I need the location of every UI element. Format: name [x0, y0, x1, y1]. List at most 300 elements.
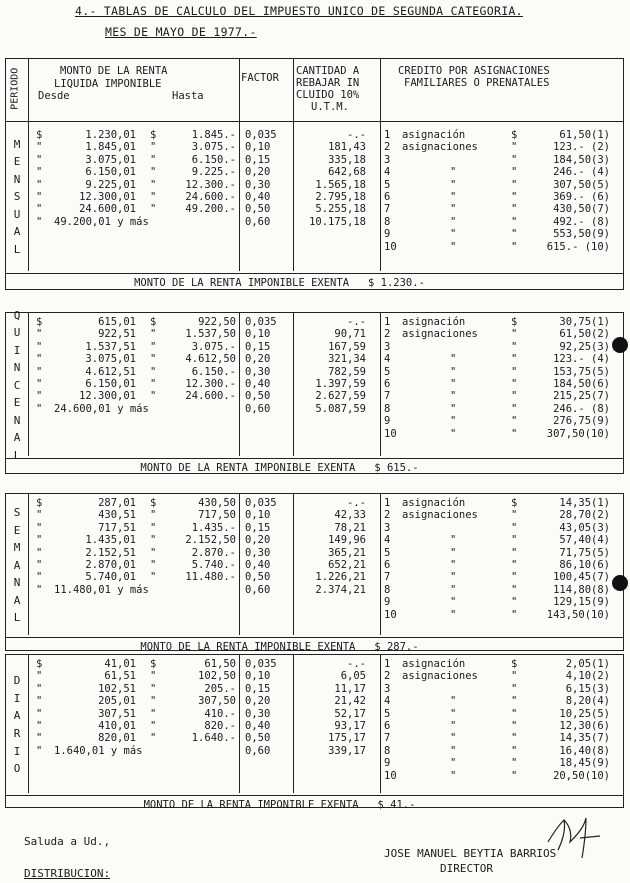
cell-hasta: 61,50 — [204, 658, 236, 670]
cell-desde: 49.200,01 y más — [54, 215, 149, 228]
cell-hasta: 24.600.- — [185, 390, 236, 403]
header-monto-line1: MONTO DE LA RENTA — [60, 65, 168, 77]
cell-factor: 0,50 — [245, 732, 271, 745]
binder-hole — [612, 337, 628, 353]
cell-desde: 24.600,01 — [79, 203, 136, 216]
exenta-amount: MONTO DE LA RENTA IMPONIBLE EXENTA $ 41.- — [143, 799, 416, 811]
cell-desde-symbol: " — [36, 571, 43, 584]
cell-desde: 2.870,01 — [85, 559, 136, 571]
cell-cantidad: 335,18 — [328, 153, 366, 166]
cell-factor: 0,40 — [245, 720, 271, 732]
cell-credito: 57,40(4) — [559, 534, 610, 547]
cell-asignacion-num: 7 — [384, 203, 391, 216]
cell-asignacion-ditto: " — [450, 732, 457, 745]
cell-hasta: 922,50 — [198, 316, 236, 328]
cell-credito-symbol: " — [511, 402, 518, 415]
cell-factor: 0,30 — [245, 365, 271, 378]
cell-desde: 615,01 — [98, 316, 136, 328]
cell-desde-symbol: $ — [36, 497, 43, 509]
cell-hasta-symbol: " — [150, 707, 157, 720]
cell-factor: 0,60 — [245, 215, 271, 228]
cell-desde-symbol: " — [36, 682, 43, 695]
cell-asignacion-ditto: " — [450, 707, 457, 720]
cell-cantidad: 21,42 — [334, 695, 366, 708]
cell-desde-symbol: " — [36, 203, 43, 216]
cell-asignacion-label: asignación — [402, 129, 466, 141]
cell-factor: 0,035 — [245, 129, 277, 141]
cell-cantidad: -.- — [347, 129, 366, 141]
column-divider — [239, 494, 240, 635]
cell-asignacion-ditto: " — [450, 757, 457, 770]
cell-asignacion-num: 2 — [384, 141, 391, 154]
cell-factor: 0,15 — [245, 682, 271, 695]
cell-asignacion-ditto: " — [450, 353, 457, 366]
cell-factor: 0,15 — [245, 521, 271, 534]
cell-cantidad: 11,17 — [334, 682, 366, 695]
cell-asignacion-num: 3 — [384, 340, 391, 353]
cell-credito-symbol: " — [511, 228, 518, 241]
distribution-label: DISTRIBUCION: — [24, 867, 111, 880]
cell-asignacion-ditto: " — [450, 534, 457, 547]
document-subtitle: MES DE MAYO DE 1977.- — [105, 25, 257, 39]
cell-desde-symbol: " — [36, 166, 43, 179]
cell-asignacion-label: asignaciones — [402, 328, 478, 341]
column-divider — [380, 494, 381, 635]
cell-credito: 307,50(10) — [546, 427, 610, 440]
document-title: 4.- TABLAS DE CALCULO DEL IMPUESTO UNICO DE SEGUNDA CATEGORIA. — [75, 4, 523, 18]
cell-asignacion-num: 8 — [384, 402, 391, 415]
cell-desde: 307,51 — [98, 707, 136, 720]
cell-factor: 0,40 — [245, 191, 271, 203]
cell-credito-symbol: " — [511, 682, 518, 695]
cell-credito: 215,25(7) — [553, 390, 610, 403]
cell-desde-symbol: " — [36, 215, 43, 228]
cell-desde: 922,51 — [98, 328, 136, 341]
cell-hasta-symbol: " — [150, 353, 157, 366]
cell-credito: 123.- (4) — [553, 353, 610, 366]
cell-asignacion-label: asignaciones — [402, 509, 478, 522]
cell-desde-symbol: " — [36, 340, 43, 353]
binder-hole — [612, 575, 628, 591]
cell-factor: 0,10 — [245, 328, 271, 341]
cell-hasta: 717,50 — [198, 509, 236, 522]
cell-factor: 0,40 — [245, 378, 271, 390]
cell-asignacion-ditto: " — [450, 769, 457, 782]
cell-desde: 12.300,01 — [79, 191, 136, 203]
cell-factor: 0,40 — [245, 559, 271, 571]
cell-credito-symbol: $ — [511, 129, 518, 141]
cell-credito-symbol: " — [511, 596, 518, 609]
cell-credito: 492.- (8) — [553, 215, 610, 228]
cell-desde-symbol: " — [36, 153, 43, 166]
header-monto-line2: LIQUIDA IMPONIBLE — [54, 78, 162, 90]
cell-cantidad: 365,21 — [328, 546, 366, 559]
column-divider — [28, 655, 29, 793]
cell-asignacion-ditto: " — [450, 203, 457, 216]
cell-credito-symbol: " — [511, 215, 518, 228]
cell-desde: 1.435,01 — [85, 534, 136, 547]
cell-asignacion-num: 8 — [384, 583, 391, 596]
cell-credito-symbol: " — [511, 509, 518, 522]
cell-credito-symbol: " — [511, 670, 518, 683]
cell-asignacion-num: 4 — [384, 695, 391, 708]
cell-cantidad: 1.226,21 — [315, 571, 366, 584]
table-section-semanal — [5, 493, 624, 651]
cell-desde-symbol: " — [36, 732, 43, 745]
exenta-divider — [6, 273, 623, 274]
cell-credito-symbol: " — [511, 720, 518, 732]
cell-credito: 184,50(3) — [553, 153, 610, 166]
cell-factor: 0,10 — [245, 670, 271, 683]
cell-hasta-symbol: " — [150, 695, 157, 708]
cell-cantidad: 339,17 — [328, 744, 366, 757]
cell-credito: 20,50(10) — [553, 769, 610, 782]
column-divider — [28, 313, 29, 456]
cell-hasta: 430,50 — [198, 497, 236, 509]
cell-desde: 430,51 — [98, 509, 136, 522]
cell-asignacion-num: 9 — [384, 228, 391, 241]
cell-asignacion-ditto: " — [450, 608, 457, 621]
cell-factor: 0,50 — [245, 390, 271, 403]
cell-desde: 1.640,01 y más — [54, 744, 143, 757]
cell-desde: 6.150,01 — [85, 378, 136, 390]
cell-hasta: 1.845.- — [191, 129, 236, 141]
cell-asignacion-num: 10 — [384, 427, 397, 440]
cell-credito: 307,50(5) — [553, 178, 610, 191]
cell-credito: 114,80(8) — [553, 583, 610, 596]
cell-asignacion-num: 7 — [384, 390, 391, 403]
cell-hasta: 3.075.- — [191, 340, 236, 353]
cell-cantidad: 181,43 — [328, 141, 366, 154]
cell-hasta: 307,50 — [198, 695, 236, 708]
cell-hasta-symbol: " — [150, 571, 157, 584]
cell-desde: 3.075,01 — [85, 153, 136, 166]
cell-factor: 0,60 — [245, 583, 271, 596]
cell-cantidad: 78,21 — [334, 521, 366, 534]
cell-asignacion-num: 1 — [384, 497, 391, 509]
cell-hasta-symbol: " — [150, 378, 157, 390]
cell-asignacion-ditto: " — [450, 427, 457, 440]
cell-hasta-symbol: " — [150, 720, 157, 732]
cell-asignacion-num: 2 — [384, 509, 391, 522]
cell-asignacion-num: 6 — [384, 720, 391, 732]
cell-credito-symbol: " — [511, 608, 518, 621]
cell-factor: 0,035 — [245, 658, 277, 670]
cell-hasta: 49.200.- — [185, 203, 236, 216]
cell-credito: 246.- (4) — [553, 166, 610, 179]
cell-factor: 0,035 — [245, 316, 277, 328]
cell-credito: 18,45(9) — [559, 757, 610, 770]
cell-hasta-symbol: " — [150, 559, 157, 571]
cell-desde: 61,51 — [104, 670, 136, 683]
cell-desde-symbol: " — [36, 534, 43, 547]
exenta-divider — [6, 458, 623, 459]
cell-credito: 4,10(2) — [565, 670, 610, 683]
cell-factor: 0,20 — [245, 534, 271, 547]
cell-asignacion-num: 5 — [384, 707, 391, 720]
cell-hasta-symbol: $ — [150, 658, 157, 670]
cell-desde: 6.150,01 — [85, 166, 136, 179]
cell-cantidad: 149,96 — [328, 534, 366, 547]
cell-credito: 369.- (6) — [553, 191, 610, 203]
cell-factor: 0,035 — [245, 497, 277, 509]
cell-credito: 2,05(1) — [565, 658, 610, 670]
cell-credito: 6,15(3) — [565, 682, 610, 695]
cell-asignacion-num: 10 — [384, 240, 397, 253]
cell-credito: 16,40(8) — [559, 744, 610, 757]
cell-asignacion-num: 3 — [384, 682, 391, 695]
cell-hasta: 102,50 — [198, 670, 236, 683]
cell-credito-symbol: " — [511, 695, 518, 708]
cell-desde: 11.480,01 y más — [54, 583, 149, 596]
cell-credito: 123.- (2) — [553, 141, 610, 154]
cell-asignacion-num: 1 — [384, 316, 391, 328]
cell-desde-symbol: " — [36, 141, 43, 154]
cell-factor: 0,30 — [245, 178, 271, 191]
cell-hasta: 12.300.- — [185, 378, 236, 390]
cell-factor: 0,30 — [245, 707, 271, 720]
cell-hasta-symbol: $ — [150, 129, 157, 141]
cell-hasta: 1.640.- — [191, 732, 236, 745]
column-divider — [380, 313, 381, 456]
cell-asignacion-label: asignaciones — [402, 670, 478, 683]
table-section-diario — [5, 654, 624, 811]
cell-hasta: 820.- — [204, 720, 236, 732]
cell-cantidad: 5.255,18 — [315, 203, 366, 216]
exenta-amount: MONTO DE LA RENTA IMPONIBLE EXENTA $ 287.- — [140, 641, 419, 653]
cell-factor: 0,50 — [245, 571, 271, 584]
cell-hasta: 205.- — [204, 682, 236, 695]
cell-hasta: 410.- — [204, 707, 236, 720]
cell-desde: 12.300,01 — [79, 390, 136, 403]
cell-hasta-symbol: $ — [150, 316, 157, 328]
cell-asignacion-num: 8 — [384, 744, 391, 757]
cell-credito: 184,50(6) — [553, 378, 610, 390]
cell-credito: 129,15(9) — [553, 596, 610, 609]
cell-hasta-symbol: " — [150, 365, 157, 378]
column-divider — [28, 494, 29, 635]
cell-credito-symbol: $ — [511, 497, 518, 509]
cell-hasta: 6.150.- — [191, 365, 236, 378]
cell-factor: 0,30 — [245, 546, 271, 559]
cell-credito: 276,75(9) — [553, 415, 610, 428]
cell-desde-symbol: " — [36, 707, 43, 720]
cell-credito: 14,35(7) — [559, 732, 610, 745]
cell-hasta-symbol: " — [150, 340, 157, 353]
cell-factor: 0,15 — [245, 153, 271, 166]
cell-cantidad: 321,34 — [328, 353, 366, 366]
cell-asignacion-ditto: " — [450, 596, 457, 609]
period-label: M E N S U A L — [13, 137, 21, 256]
cell-hasta-symbol: " — [150, 328, 157, 341]
cell-credito: 246.- (8) — [553, 402, 610, 415]
cell-asignacion-label: asignación — [402, 316, 466, 328]
cell-hasta: 6.150.- — [191, 153, 236, 166]
cell-credito-symbol: " — [511, 203, 518, 216]
cell-hasta: 4.612,50 — [185, 353, 236, 366]
cell-desde-symbol: " — [36, 328, 43, 341]
header-periodo: PERIODO — [9, 67, 21, 110]
column-divider — [380, 655, 381, 793]
cell-cantidad: -.- — [347, 497, 366, 509]
cell-credito-symbol: " — [511, 583, 518, 596]
cell-hasta: 12.300.- — [185, 178, 236, 191]
header-desde: Desde — [38, 90, 70, 102]
cell-asignacion-ditto: " — [450, 191, 457, 203]
cell-credito-symbol: " — [511, 757, 518, 770]
cell-asignacion-num: 2 — [384, 670, 391, 683]
cell-credito-symbol: " — [511, 415, 518, 428]
cell-factor: 0,20 — [245, 353, 271, 366]
cell-cantidad: 175,17 — [328, 732, 366, 745]
cell-asignacion-ditto: " — [450, 559, 457, 571]
cell-cantidad: 2.627,59 — [315, 390, 366, 403]
cell-asignacion-ditto: " — [450, 695, 457, 708]
cell-hasta: 11.480.- — [185, 571, 236, 584]
cell-credito-symbol: " — [511, 328, 518, 341]
cell-desde: 1.845,01 — [85, 141, 136, 154]
cell-asignacion-num: 3 — [384, 153, 391, 166]
exenta-amount: MONTO DE LA RENTA IMPONIBLE EXENTA $ 1.230.- — [134, 277, 425, 289]
cell-credito-symbol: $ — [511, 658, 518, 670]
table-section-mensual — [5, 58, 624, 290]
cell-desde: 24.600,01 y más — [54, 402, 149, 415]
cell-asignacion-ditto: " — [450, 365, 457, 378]
cell-cantidad: 52,17 — [334, 707, 366, 720]
cell-hasta-symbol: " — [150, 178, 157, 191]
cell-credito: 12,30(6) — [559, 720, 610, 732]
cell-desde-symbol: " — [36, 546, 43, 559]
cell-credito-symbol: " — [511, 732, 518, 745]
cell-credito: 92,25(3) — [559, 340, 610, 353]
cell-asignacion-ditto: " — [450, 402, 457, 415]
cell-credito-symbol: " — [511, 178, 518, 191]
column-divider — [239, 313, 240, 456]
cell-hasta-symbol: " — [150, 521, 157, 534]
cell-desde: 717,51 — [98, 521, 136, 534]
cell-credito-symbol: " — [511, 166, 518, 179]
header-cantidad-line2: REBAJAR IN — [296, 77, 360, 89]
cell-credito-symbol: " — [511, 353, 518, 366]
exenta-divider — [6, 637, 623, 638]
cell-desde-symbol: " — [36, 378, 43, 390]
cell-asignacion-ditto: " — [450, 415, 457, 428]
cell-credito: 143,50(10) — [546, 608, 610, 621]
cell-desde: 820,01 — [98, 732, 136, 745]
cell-desde: 102,51 — [98, 682, 136, 695]
cell-credito: 28,70(2) — [559, 509, 610, 522]
cell-cantidad: -.- — [347, 658, 366, 670]
cell-asignacion-num: 4 — [384, 353, 391, 366]
cell-cantidad: 90,71 — [334, 328, 366, 341]
handwritten-signature — [540, 812, 610, 862]
cell-hasta: 1.435.- — [191, 521, 236, 534]
cell-desde-symbol: " — [36, 402, 43, 415]
cell-credito-symbol: " — [511, 153, 518, 166]
cell-factor: 0,60 — [245, 744, 271, 757]
period-label: S E M A N A L — [13, 506, 21, 625]
header-cantidad-line3: CLUIDO 10% — [296, 89, 360, 101]
cell-hasta-symbol: " — [150, 670, 157, 683]
cell-hasta-symbol: " — [150, 153, 157, 166]
cell-cantidad: 6,05 — [340, 670, 366, 683]
cell-desde-symbol: " — [36, 720, 43, 732]
cell-asignacion-num: 1 — [384, 129, 391, 141]
cell-hasta-symbol: " — [150, 203, 157, 216]
cell-cantidad: 5.087,59 — [315, 402, 366, 415]
cell-asignacion-num: 1 — [384, 658, 391, 670]
cell-asignacion-num: 6 — [384, 191, 391, 203]
cell-asignacion-num: 4 — [384, 166, 391, 179]
cell-desde: 41,01 — [104, 658, 136, 670]
cell-cantidad: 652,21 — [328, 559, 366, 571]
cell-hasta-symbol: " — [150, 546, 157, 559]
exenta-divider — [6, 795, 623, 796]
cell-credito-symbol: $ — [511, 316, 518, 328]
cell-credito: 430,50(7) — [553, 203, 610, 216]
cell-hasta-symbol: " — [150, 191, 157, 203]
cell-desde-symbol: " — [36, 521, 43, 534]
cell-desde-symbol: " — [36, 559, 43, 571]
cell-asignacion-num: 9 — [384, 415, 391, 428]
cell-hasta: 2.870.- — [191, 546, 236, 559]
cell-desde: 410,01 — [98, 720, 136, 732]
cell-factor: 0,20 — [245, 695, 271, 708]
cell-asignacion-label: asignación — [402, 497, 466, 509]
cell-credito: 86,10(6) — [559, 559, 610, 571]
cell-credito-symbol: " — [511, 340, 518, 353]
cell-asignacion-num: 9 — [384, 757, 391, 770]
cell-factor: 0,10 — [245, 141, 271, 154]
cell-asignacion-num: 2 — [384, 328, 391, 341]
cell-cantidad: 2.795,18 — [315, 191, 366, 203]
cell-asignacion-num: 6 — [384, 378, 391, 390]
cell-credito-symbol: " — [511, 240, 518, 253]
cell-asignacion-num: 5 — [384, 546, 391, 559]
cell-desde: 3.075,01 — [85, 353, 136, 366]
cell-credito: 8,20(4) — [565, 695, 610, 708]
cell-desde: 9.225,01 — [85, 178, 136, 191]
cell-factor: 0,15 — [245, 340, 271, 353]
cell-hasta-symbol: $ — [150, 497, 157, 509]
cell-desde: 4.612,51 — [85, 365, 136, 378]
cell-credito: 615.- (10) — [546, 240, 610, 253]
cell-asignacion-num: 9 — [384, 596, 391, 609]
column-divider — [239, 59, 240, 271]
cell-asignacion-label: asignación — [402, 658, 466, 670]
header-hasta: Hasta — [172, 90, 204, 102]
cell-asignacion-num: 6 — [384, 559, 391, 571]
cell-asignacion-ditto: " — [450, 240, 457, 253]
cell-credito: 10,25(5) — [559, 707, 610, 720]
cell-desde: 1.230,01 — [85, 129, 136, 141]
header-factor: FACTOR — [241, 72, 279, 84]
cell-hasta-symbol: " — [150, 534, 157, 547]
cell-credito-symbol: " — [511, 571, 518, 584]
cell-asignacion-ditto: " — [450, 178, 457, 191]
cell-credito: 43,05(3) — [559, 521, 610, 534]
cell-asignacion-num: 7 — [384, 732, 391, 745]
cell-hasta-symbol: " — [150, 166, 157, 179]
header-cantidad-line1: CANTIDAD A — [296, 65, 360, 77]
cell-cantidad: 42,33 — [334, 509, 366, 522]
cell-hasta: 24.600.- — [185, 191, 236, 203]
signer-title: DIRECTOR — [440, 862, 493, 875]
cell-hasta-symbol: " — [150, 141, 157, 154]
cell-asignacion-num: 3 — [384, 521, 391, 534]
cell-desde-symbol: $ — [36, 129, 43, 141]
cell-asignacion-num: 4 — [384, 534, 391, 547]
